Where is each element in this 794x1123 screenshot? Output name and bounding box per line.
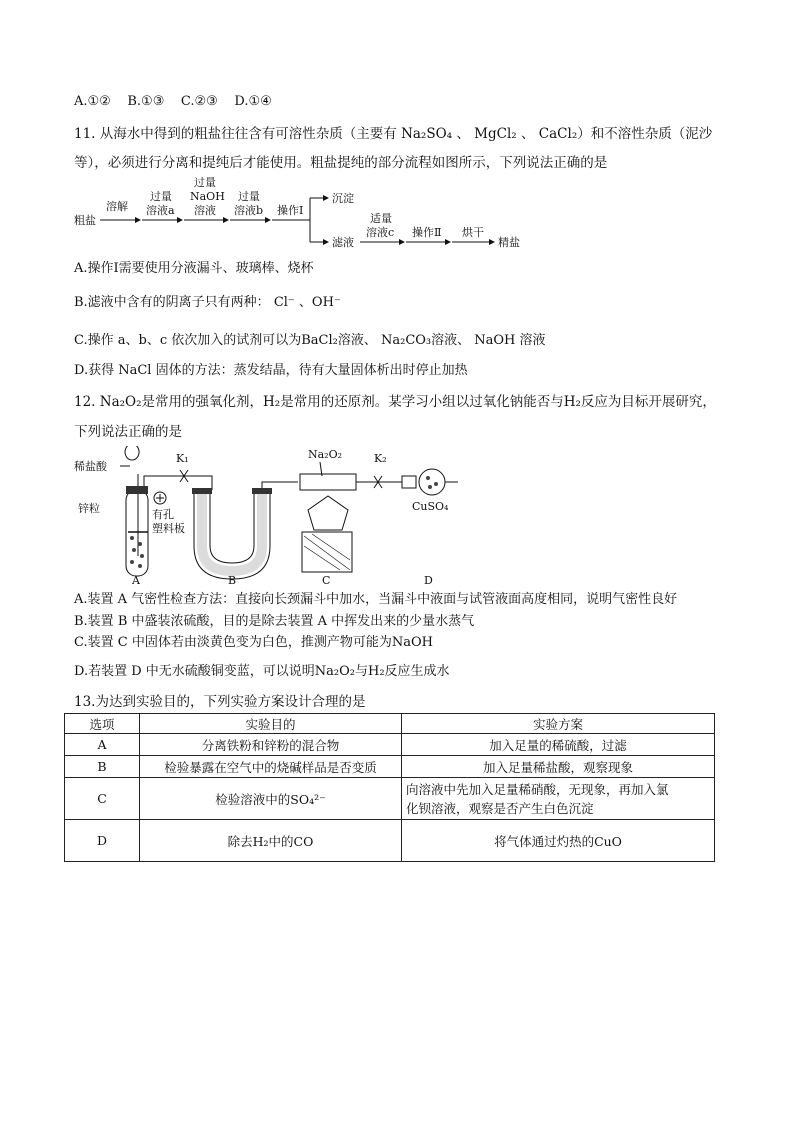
q12-stem-line2: 下列说法正确的是 [74,424,182,440]
flow-step3-l3: 溶液 [194,204,216,217]
q10-options [74,92,720,112]
q12-option-d: D.若装置 D 中无水硫酸铜变蓝，可以说明Na₂O₂与H₂反应生成水 [74,664,450,679]
row-c-plan-line2: 化钡溶液，观察是否产生白色沉淀 [406,800,594,816]
row-c-purpose: 检验溶液中的SO₄²⁻ [140,778,402,820]
flow-step5-l1: 适量 [370,212,392,225]
row-b-option: B [65,756,140,778]
flow-step4-l2: 溶液b [234,204,264,217]
flow-step3-l2: NaOH [190,190,225,203]
flow-op2: 操作Ⅱ [412,226,442,239]
flow-step2-l1: 过量 [150,190,172,203]
q11-stem-line2: 等），必须进行分离和提纯后才能使用。粗盐提纯的部分流程如图所示，下列说法正确的是 [74,155,608,171]
row-b-purpose: 检验暴露在空气中的烧碱样品是否变质 [140,756,402,778]
label-b: B [228,574,237,586]
flow-step3-l1: 过量 [194,176,216,189]
q11-stem-suffix: ）和不溶性杂质（泥沙 [577,126,713,142]
row-c-plan [402,778,715,820]
table-header-row [65,714,715,734]
label-na2o2: Na₂O₂ [308,448,343,461]
header-plan: 实验方案 [402,714,715,734]
q11-stem-prefix: 11. 从海水中得到的粗盐往往含有可溶性杂质（主要有 [74,126,402,142]
formula-na2so4: Na₂SO₄ [401,126,453,142]
label-c: C [322,574,331,586]
row-d-plan: 将气体通过灼热的CuO [402,820,715,862]
label-a: A [132,574,140,586]
flow-dry: 烘干 [462,226,484,239]
label-d: D [424,574,433,586]
flow-filtrate: 滤液 [332,236,354,249]
label-k1: K₁ [176,452,189,465]
label-zinc: 锌粒 [78,502,100,515]
formula-mgcl2: MgCl₂ [474,126,517,142]
flow-step5-l2: 溶液c [366,226,395,239]
flow-op1: 操作Ⅰ [277,204,304,217]
table-row [65,778,715,820]
q12-option-b: B.装置 B 中盛装浓硫酸，目的是除去装置 A 中挥发出来的少量水蒸气 [74,614,475,629]
row-a-option: A [65,734,140,756]
q12-apparatus-diagram [72,446,472,586]
label-cuso4: CuSO₄ [412,500,449,513]
q12-option-a: A.装置 A 气密性检查方法：直接向长颈漏斗中加水，当漏斗中液面与试管液面高度相同，说明气密性良好 [74,592,678,607]
row-c-plan-line1: 向溶液中先加入足量稀硝酸，无现象，再加入氯 [406,781,669,797]
flow-product: 精盐 [498,236,520,249]
q11-option-b: B.滤液中含有的阴离子只有两种： Cl⁻ 、OH⁻ [74,295,341,310]
q11-flow-diagram [70,172,570,258]
q11-stem-line1 [74,124,720,144]
row-d-option: D [65,820,140,862]
label-k2: K₂ [374,452,387,465]
row-a-purpose: 分离铁粉和锌粉的混合物 [140,734,402,756]
table-row [65,756,715,778]
q11-option-a: A.操作Ⅰ需要使用分液漏斗、玻璃棒、烧杯 [74,261,314,276]
flow-start: 粗盐 [74,214,96,227]
row-b-plan: 加入足量稀盐酸，观察现象 [402,756,715,778]
row-d-purpose: 除去H₂中的CO [140,820,402,862]
table-row [65,734,715,756]
flow-precipitate: 沉淀 [332,192,354,205]
q11-option-c: C.操作 a、b、c 依次加入的试剂可以为BaCl₂溶液、 Na₂CO₃溶液、 NaOH 溶液 [74,333,546,348]
q11-option-d: D.获得 NaCl 固体的方法：蒸发结晶，待有大量固体析出时停止加热 [74,363,468,378]
label-acid: 稀盐酸 [74,460,107,473]
q13-stem: 13.为达到实验目的，下列实验方案设计合理的是 [74,694,366,710]
header-option: 选项 [65,714,140,734]
label-plate-l2: 塑料板 [152,522,185,535]
q10-option-a: A.①② [74,94,111,109]
flow-step2-l2: 溶液a [146,204,175,217]
flow-step1: 溶解 [106,200,128,213]
row-c-option: C [65,778,140,820]
flow-step4-l1: 过量 [238,190,260,203]
row-a-plan: 加入足量的稀硫酸，过滤 [402,734,715,756]
label-plate-l1: 有孔 [152,508,174,521]
separator: 、 [452,126,475,142]
q12-option-c: C.装置 C 中固体若由淡黄色变为白色，推测产物可能为NaOH [74,635,433,650]
q12-stem-line1: 12. Na₂O₂是常用的强氧化剂，H₂是常用的还原剂。某学习小组以过氧化钠能否与H₂反应为目标开展研究， [74,394,716,410]
q13-table [64,713,715,862]
q10-option-c: C.②③ [180,94,218,109]
header-purpose: 实验目的 [140,714,402,734]
q10-option-b: B.①③ [127,94,165,109]
table-row [65,820,715,862]
q10-option-d: D.①④ [234,94,272,109]
separator: 、 [516,126,539,142]
formula-cacl2: CaCl₂ [538,126,578,142]
